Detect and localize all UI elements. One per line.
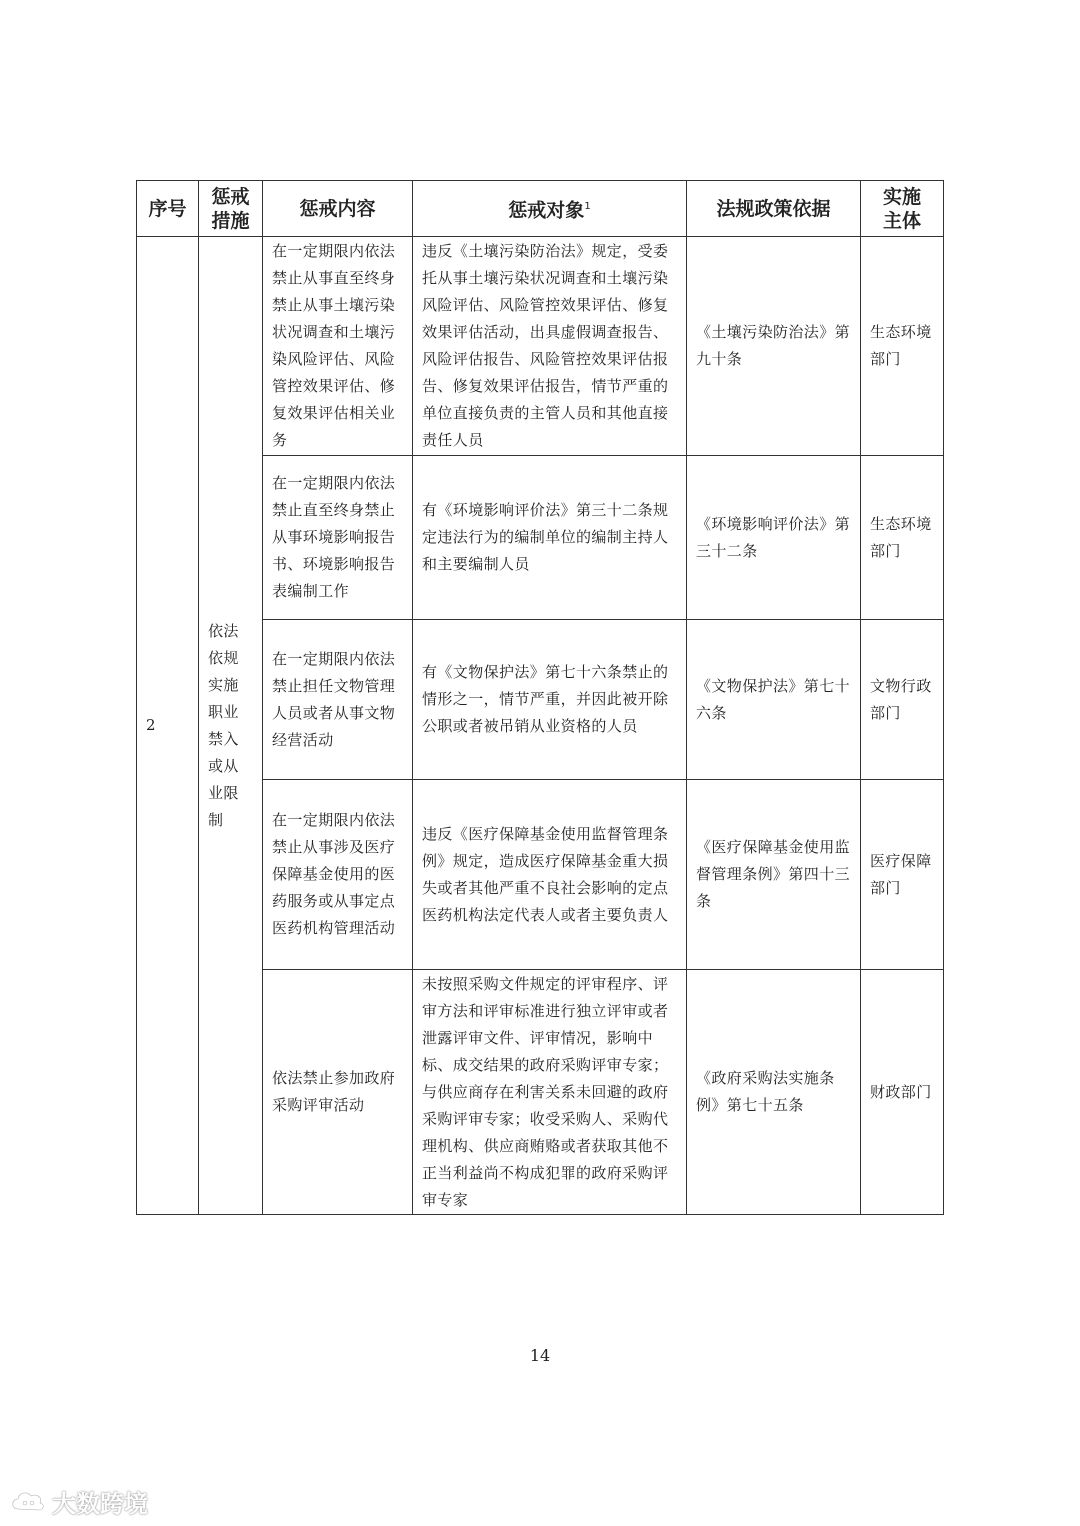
header-target: 惩戒对象$^1$ bbox=[413, 181, 687, 237]
basis-cell: 《医疗保障基金使用监督管理条例》第四十三条 bbox=[687, 780, 861, 970]
basis-cell: 《土壤污染防治法》第九十条 bbox=[687, 237, 861, 456]
basis-cell: 《环境影响评价法》第三十二条 bbox=[687, 456, 861, 620]
watermark bbox=[8, 1483, 148, 1519]
header-row bbox=[137, 181, 944, 237]
target-cell: 未按照采购文件规定的评审程序、评审方法和评审标准进行独立评审或者泄露评审文件、评审情况，影响中标、成交结果的政府采购评审专家；与供应商存在利害关系未回避的政府采购评审专家；收受采购人、采购代理机构、供应商贿赂或者获取其他不正当利益尚不构成犯罪的政府采购评审专家 bbox=[413, 970, 687, 1215]
entity-cell: 文物行政部门 bbox=[861, 620, 944, 780]
watermark-text: 大数跨境 bbox=[52, 1489, 148, 1518]
entity-cell: 生态环境部门 bbox=[861, 456, 944, 620]
header-entity: 实施主体 bbox=[861, 181, 944, 237]
seq-cell: 2 bbox=[137, 237, 199, 1215]
entity-cell: 医疗保障部门 bbox=[861, 780, 944, 970]
footnote-marker: 1 bbox=[584, 200, 591, 212]
target-cell: 违反《土壤污染防治法》规定，受委托从事土壤污染状况调查和土壤污染风险评估、风险管控效果评估、修复效果评估活动，出具虚假调查报告、风险评估报告、风险管控效果评估报告、修复效果评估报告，情节严重的单位直接负责的主管人员和其他直接责任人员 bbox=[413, 237, 687, 456]
target-cell: 有《文物保护法》第七十六条禁止的情形之一，情节严重，并因此被开除公职或者被吊销从业资格的人员 bbox=[413, 620, 687, 780]
basis-cell: 《文物保护法》第七十六条 bbox=[687, 620, 861, 780]
basis-cell: 《政府采购法实施条例》第七十五条 bbox=[687, 970, 861, 1215]
measure-cell: 依法依规实施职业禁入或从业限制 bbox=[199, 237, 263, 1215]
content-cell: 依法禁止参加政府采购评审活动 bbox=[263, 970, 413, 1215]
header-content: 惩戒内容 bbox=[263, 181, 413, 237]
header-basis: 法规政策依据 bbox=[687, 181, 861, 237]
target-cell: 有《环境影响评价法》第三十二条规定违法行为的编制单位的编制主持人和主要编制人员 bbox=[413, 456, 687, 620]
content-cell: 在一定期限内依法禁止从事涉及医疗保障基金使用的医药服务或从事定点医药机构管理活动 bbox=[263, 780, 413, 970]
page-number: 14 bbox=[529, 1346, 551, 1365]
cloud-logo-icon bbox=[8, 1485, 48, 1517]
punishment-table bbox=[136, 180, 944, 1215]
content-cell: 在一定期限内依法禁止担任文物管理人员或者从事文物经营活动 bbox=[263, 620, 413, 780]
entity-cell: 财政部门 bbox=[861, 970, 944, 1215]
content-cell: 在一定期限内依法禁止直至终身禁止从事环境影响报告书、环境影响报告表编制工作 bbox=[263, 456, 413, 620]
entity-cell: 生态环境部门 bbox=[861, 237, 944, 456]
content-cell: 在一定期限内依法禁止从事直至终身禁止从事土壤污染状况调查和土壤污染风险评估、风险管控效果评估、修复效果评估相关业务 bbox=[263, 237, 413, 456]
table-row bbox=[137, 237, 944, 456]
target-cell: 违反《医疗保障基金使用监督管理条例》规定，造成医疗保障基金重大损失或者其他严重不良社会影响的定点医药机构法定代表人或者主要负责人 bbox=[413, 780, 687, 970]
header-seq: 序号 bbox=[137, 181, 199, 237]
header-measure: 惩戒措施 bbox=[199, 181, 263, 237]
